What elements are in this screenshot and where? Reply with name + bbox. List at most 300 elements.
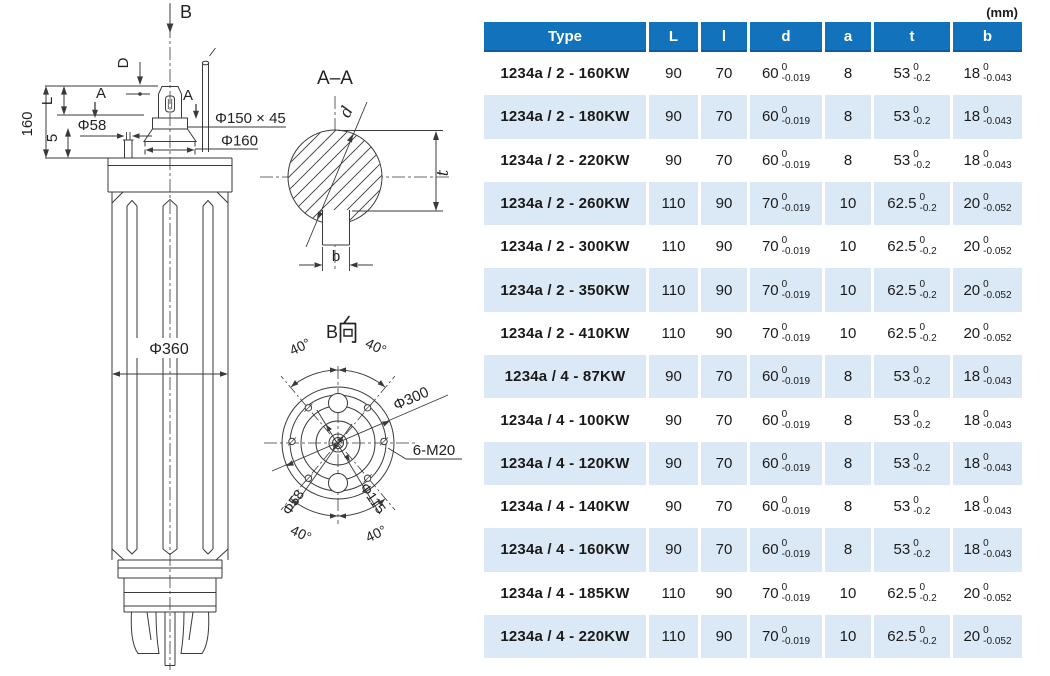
tolerance-nominal: 53 <box>893 108 911 126</box>
tolerance-upper: 0 <box>983 321 989 333</box>
tolerance-lower: -0.052 <box>983 332 1012 344</box>
tolerance-lower: -0.052 <box>983 636 1012 647</box>
value-cell: 110 <box>649 615 698 658</box>
value-cell: 90 <box>649 139 698 182</box>
tolerance-stack <box>983 366 1011 387</box>
tolerance-lower: -0.019 <box>781 73 811 85</box>
value-cell <box>953 355 1022 398</box>
table-row <box>484 442 1022 485</box>
table-row <box>484 225 1022 268</box>
value-cell: 90 <box>649 485 698 528</box>
tolerance-upper: 0 <box>781 581 788 593</box>
value-cell <box>953 312 1022 355</box>
value-cell <box>750 615 822 658</box>
value-cell <box>750 355 822 398</box>
tolerance-upper: 0 <box>781 105 788 117</box>
tolerance-stack <box>782 496 810 517</box>
tolerance-upper: 0 <box>919 278 926 290</box>
value-cell <box>953 572 1022 615</box>
type-cell: 1234a / 2 - 160KW <box>484 52 646 95</box>
tolerance-upper: 0 <box>983 581 989 593</box>
tolerance-lower: -0.019 <box>781 246 811 258</box>
cable-tube <box>202 48 215 152</box>
dim-phi300-label: Φ300 <box>390 383 432 415</box>
type-cell: 1234a / 4 - 160KW <box>484 528 646 571</box>
tolerance-upper: 0 <box>781 278 788 290</box>
tolerance-stack <box>913 453 930 474</box>
tolerance-nominal: 60 <box>761 411 779 429</box>
value-cell: 8 <box>825 485 871 528</box>
tolerance-nominal: 60 <box>761 498 779 516</box>
value-cell <box>953 268 1022 311</box>
tolerance-lower: -0.043 <box>983 462 1012 474</box>
tolerance-lower: -0.019 <box>781 592 811 604</box>
type-cell: 1234a / 4 - 100KW <box>484 398 646 441</box>
tolerance-nominal: 70 <box>761 584 779 602</box>
tolerance-upper: 0 <box>983 538 989 550</box>
value-cell <box>874 225 950 268</box>
value-cell: 90 <box>649 442 698 485</box>
tolerance-upper: 0 <box>781 148 788 160</box>
value-cell <box>750 95 822 138</box>
table-row <box>484 268 1022 311</box>
table-header <box>484 22 1022 52</box>
col-header-d: d <box>750 22 822 52</box>
tolerance-lower: -0.019 <box>781 419 811 431</box>
value-cell: 10 <box>825 312 871 355</box>
tolerance-nominal: 70 <box>761 195 779 213</box>
tolerance-stack <box>913 63 930 84</box>
value-cell <box>750 442 822 485</box>
tolerance-stack <box>919 583 936 604</box>
type-cell: 1234a / 4 - 220KW <box>484 615 646 658</box>
value-cell <box>953 398 1022 441</box>
tolerance-nominal: 18 <box>963 411 981 429</box>
tolerance-lower: -0.043 <box>983 419 1012 431</box>
tolerance-nominal: 53 <box>893 368 911 386</box>
dim-phi58-bview-label: Φ58 <box>278 486 308 518</box>
value-cell <box>874 615 950 658</box>
tolerance-stack <box>983 323 1011 344</box>
tolerance-stack <box>782 193 810 214</box>
dim-phi360-label: Φ360 <box>149 341 189 358</box>
type-cell: 1234a / 2 - 410KW <box>484 312 646 355</box>
tolerance-upper: 0 <box>913 451 919 463</box>
value-cell: 90 <box>701 572 747 615</box>
cable-hole-top <box>329 394 348 413</box>
value-cell: 70 <box>701 485 747 528</box>
value-cell: 70 <box>701 442 747 485</box>
tolerance-nominal: 18 <box>963 151 981 169</box>
value-cell: 110 <box>649 312 698 355</box>
tolerance-nominal: 70 <box>761 324 779 342</box>
tolerance-nominal: 60 <box>761 108 779 126</box>
tolerance-stack <box>919 236 936 257</box>
dim-t-label: t <box>433 169 452 177</box>
value-cell <box>750 485 822 528</box>
tolerance-upper: 0 <box>983 278 989 290</box>
tolerance-upper: 0 <box>781 538 788 550</box>
tolerance-nominal: 60 <box>761 454 779 472</box>
tolerance-stack <box>913 150 930 171</box>
tolerance-nominal: 60 <box>761 368 779 386</box>
value-cell <box>874 398 950 441</box>
tolerance-lower: -0.019 <box>781 376 811 388</box>
tolerance-lower: -0.043 <box>983 73 1012 85</box>
tolerance-stack <box>782 63 810 84</box>
angle-top-right-label: 40° <box>363 334 390 359</box>
tolerance-lower: -0.043 <box>983 549 1012 561</box>
tolerance-stack <box>782 539 810 560</box>
tolerance-lower: -0.019 <box>781 289 811 301</box>
value-cell <box>953 52 1022 95</box>
value-cell: 90 <box>649 355 698 398</box>
tolerance-upper: 0 <box>919 625 926 636</box>
tolerance-upper: 0 <box>781 451 788 463</box>
value-cell: 8 <box>825 398 871 441</box>
table-row <box>484 355 1022 398</box>
value-cell <box>874 528 950 571</box>
value-cell <box>953 485 1022 528</box>
value-cell: 8 <box>825 139 871 182</box>
motor-front-view <box>19 2 286 670</box>
tolerance-stack <box>983 539 1011 560</box>
value-cell: 8 <box>825 95 871 138</box>
section-cut-arrows <box>92 102 199 119</box>
value-cell <box>874 182 950 225</box>
tolerance-nominal: 53 <box>893 454 911 472</box>
value-cell: 8 <box>825 52 871 95</box>
type-cell: 1234a / 2 - 220KW <box>484 139 646 182</box>
tolerance-nominal: 53 <box>893 65 911 83</box>
tolerance-lower: -0.019 <box>781 203 811 215</box>
tolerance-stack <box>782 453 810 474</box>
table-row <box>484 182 1022 225</box>
dim-phi160-label: Φ160 <box>221 132 258 150</box>
value-cell: 90 <box>649 52 698 95</box>
tolerance-lower: -0.2 <box>913 506 931 518</box>
dim-phi58-label: Φ58 <box>77 117 107 134</box>
value-cell: 10 <box>825 182 871 225</box>
value-cell: 8 <box>825 355 871 398</box>
tolerance-nominal: 70 <box>761 238 779 256</box>
value-cell: 10 <box>825 615 871 658</box>
tolerance-upper: 0 <box>781 62 788 74</box>
tolerance-upper: 0 <box>781 235 788 247</box>
table-row <box>484 528 1022 571</box>
tolerance-upper: 0 <box>913 538 919 550</box>
tolerance-stack <box>983 626 1011 647</box>
tolerance-upper: 0 <box>781 495 788 507</box>
value-cell: 90 <box>649 95 698 138</box>
value-cell: 90 <box>649 528 698 571</box>
tolerance-upper: 0 <box>913 62 919 74</box>
value-cell: 70 <box>701 398 747 441</box>
tolerance-lower: -0.2 <box>913 549 931 561</box>
xiang-direction-glyph <box>341 317 356 343</box>
dim-phi115-label: Φ115 <box>356 479 390 517</box>
tolerance-nominal: 62.5 <box>887 238 917 256</box>
tolerance-lower: -0.019 <box>781 506 811 518</box>
tolerance-stack <box>983 106 1011 127</box>
tolerance-stack <box>983 150 1011 171</box>
angle-top-left-label: 40° <box>286 334 313 359</box>
tolerance-lower: -0.2 <box>913 116 931 128</box>
value-cell: 10 <box>825 268 871 311</box>
table-row <box>484 52 1022 95</box>
value-cell: 70 <box>701 355 747 398</box>
table-row <box>484 572 1022 615</box>
tolerance-upper: 0 <box>983 365 989 377</box>
value-cell <box>750 398 822 441</box>
tolerance-upper: 0 <box>983 495 989 507</box>
value-cell: 90 <box>701 225 747 268</box>
tolerance-lower: -0.019 <box>781 636 811 647</box>
value-cell: 90 <box>701 312 747 355</box>
value-cell <box>953 442 1022 485</box>
tolerance-stack <box>782 150 810 171</box>
tolerance-nominal: 18 <box>963 498 981 516</box>
value-cell <box>750 528 822 571</box>
tolerance-upper: 0 <box>913 365 919 377</box>
value-cell <box>874 442 950 485</box>
tolerance-upper: 0 <box>983 451 989 463</box>
value-cell: 90 <box>701 268 747 311</box>
value-cell <box>953 139 1022 182</box>
value-cell: 110 <box>649 182 698 225</box>
terminal-stud <box>123 132 134 158</box>
tolerance-upper: 0 <box>983 235 989 247</box>
value-cell <box>874 95 950 138</box>
value-cell <box>750 572 822 615</box>
col-header-a: a <box>825 22 871 52</box>
tolerance-lower: -0.2 <box>919 592 937 604</box>
value-cell <box>953 182 1022 225</box>
value-cell: 90 <box>701 615 747 658</box>
tolerance-upper: 0 <box>983 62 989 74</box>
value-cell: 10 <box>825 572 871 615</box>
tolerance-stack <box>919 626 936 647</box>
tolerance-nominal: 18 <box>963 65 981 83</box>
value-cell <box>750 52 822 95</box>
tolerance-lower: -0.019 <box>781 462 811 474</box>
dim-b-label: b <box>331 248 341 265</box>
dim-160-label: 160 <box>19 111 36 137</box>
unit-label: (mm) <box>986 5 1018 20</box>
tolerance-lower: -0.2 <box>913 73 931 85</box>
tolerance-stack <box>913 106 930 127</box>
tolerance-stack <box>782 366 810 387</box>
tolerance-upper: 0 <box>983 408 989 420</box>
tolerance-nominal: 20 <box>963 195 981 213</box>
tolerance-nominal: 62.5 <box>887 281 917 299</box>
tolerance-stack <box>782 280 810 301</box>
tolerance-nominal: 18 <box>963 541 981 559</box>
tolerance-lower: -0.2 <box>919 203 937 215</box>
tolerance-lower: -0.052 <box>983 246 1012 258</box>
bolt-callout-label: 6-M20 <box>412 442 456 459</box>
tolerance-stack <box>782 583 810 604</box>
value-cell: 110 <box>649 268 698 311</box>
tolerance-lower: -0.019 <box>781 116 811 128</box>
tolerance-stack <box>782 323 810 344</box>
value-cell <box>750 268 822 311</box>
tolerance-nominal: 70 <box>761 628 779 645</box>
tolerance-nominal: 18 <box>963 454 981 472</box>
tolerance-nominal: 70 <box>761 281 779 299</box>
section-a-right-label: A <box>183 87 194 104</box>
value-cell <box>750 182 822 225</box>
tolerance-nominal: 62.5 <box>887 324 917 342</box>
tolerance-stack <box>913 539 930 560</box>
tolerance-stack <box>782 626 810 647</box>
tolerance-upper: 0 <box>781 408 788 420</box>
tolerance-upper: 0 <box>913 148 919 160</box>
tolerance-upper: 0 <box>919 192 926 204</box>
tolerance-upper: 0 <box>983 148 989 160</box>
tolerance-upper: 0 <box>919 321 926 333</box>
tolerance-lower: -0.019 <box>781 549 811 561</box>
table-row <box>484 95 1022 138</box>
value-cell <box>874 572 950 615</box>
tolerance-stack <box>983 410 1011 431</box>
tolerance-lower: -0.2 <box>919 636 937 647</box>
value-cell: 110 <box>649 572 698 615</box>
tolerance-stack <box>913 366 930 387</box>
dim-d-label: d <box>335 103 357 121</box>
col-header-type: Type <box>484 22 646 52</box>
tolerance-upper: 0 <box>913 408 919 420</box>
tolerance-stack <box>913 496 930 517</box>
tolerance-nominal: 20 <box>963 584 981 602</box>
type-cell: 1234a / 4 - 87KW <box>484 355 646 398</box>
tolerance-nominal: 60 <box>761 65 779 83</box>
type-cell: 1234a / 4 - 140KW <box>484 485 646 528</box>
tolerance-stack <box>983 280 1011 301</box>
tolerance-stack <box>983 453 1011 474</box>
value-cell: 70 <box>701 52 747 95</box>
tolerance-upper: 0 <box>983 625 989 636</box>
tolerance-upper: 0 <box>983 105 989 117</box>
spec-table-body <box>484 52 1022 658</box>
value-cell <box>874 312 950 355</box>
tolerance-stack <box>983 236 1011 257</box>
value-cell <box>953 615 1022 658</box>
tolerance-nominal: 60 <box>761 541 779 559</box>
tolerance-stack <box>983 583 1011 604</box>
type-cell: 1234a / 2 - 180KW <box>484 95 646 138</box>
tolerance-upper: 0 <box>913 105 919 117</box>
tolerance-nominal: 18 <box>963 108 981 126</box>
tolerance-stack <box>919 323 936 344</box>
dim-5-label: 5 <box>44 133 61 143</box>
tolerance-stack <box>782 106 810 127</box>
tolerance-stack <box>983 193 1011 214</box>
value-cell <box>750 139 822 182</box>
tolerance-lower: -0.2 <box>919 289 937 301</box>
tolerance-lower: -0.052 <box>983 289 1012 301</box>
tolerance-nominal: 20 <box>963 238 981 256</box>
type-cell: 1234a / 2 - 350KW <box>484 268 646 311</box>
tolerance-stack <box>913 410 930 431</box>
tolerance-nominal: 53 <box>893 151 911 169</box>
table-row <box>484 615 1022 658</box>
tolerance-lower: -0.043 <box>983 506 1012 518</box>
col-header-t: t <box>874 22 950 52</box>
tolerance-upper: 0 <box>781 321 788 333</box>
tolerance-upper: 0 <box>983 192 989 204</box>
tolerance-lower: -0.043 <box>983 376 1012 388</box>
value-cell <box>953 225 1022 268</box>
angle-bottom-left-label: 40° <box>288 521 315 546</box>
tolerance-nominal: 60 <box>761 151 779 169</box>
value-cell <box>750 225 822 268</box>
tolerance-upper: 0 <box>781 625 788 636</box>
tolerance-nominal: 62.5 <box>887 195 917 213</box>
value-cell: 110 <box>649 225 698 268</box>
table-row <box>484 398 1022 441</box>
section-aa-view <box>200 68 473 272</box>
tolerance-lower: -0.019 <box>781 159 811 171</box>
view-b-arrow-label: B <box>180 2 193 22</box>
tolerance-lower: -0.2 <box>913 376 931 388</box>
value-cell <box>874 355 950 398</box>
type-cell: 1234a / 4 - 120KW <box>484 442 646 485</box>
view-b-title-latin: B <box>326 322 339 342</box>
tolerance-upper: 0 <box>781 365 788 377</box>
tolerance-lower: -0.2 <box>913 159 931 171</box>
tolerance-stack <box>983 63 1011 84</box>
tolerance-lower: -0.2 <box>919 246 937 258</box>
tolerance-lower: -0.2 <box>919 332 937 344</box>
value-cell <box>953 95 1022 138</box>
tolerance-nominal: 53 <box>893 411 911 429</box>
tolerance-lower: -0.019 <box>781 332 811 344</box>
value-cell: 8 <box>825 528 871 571</box>
section-aa-title: A–A <box>317 68 353 89</box>
dim-L-label: L <box>39 96 56 106</box>
value-cell: 10 <box>825 225 871 268</box>
value-cell <box>874 139 950 182</box>
col-header-L: L <box>649 22 698 52</box>
spec-table-panel <box>484 1 1022 658</box>
tolerance-stack <box>983 496 1011 517</box>
value-cell <box>874 485 950 528</box>
angle-bottom-right-label: 40° <box>362 521 389 546</box>
tolerance-stack <box>919 280 936 301</box>
tolerance-upper: 0 <box>919 235 926 247</box>
tolerance-nominal: 53 <box>893 541 911 559</box>
value-cell <box>874 268 950 311</box>
tolerance-nominal: 20 <box>963 281 981 299</box>
value-cell: 90 <box>649 398 698 441</box>
tolerance-upper: 0 <box>781 192 788 204</box>
view-b-arrowhead <box>167 24 174 34</box>
value-cell <box>750 312 822 355</box>
tolerance-stack <box>782 236 810 257</box>
value-cell <box>953 528 1022 571</box>
value-cell: 70 <box>701 95 747 138</box>
tolerance-nominal: 20 <box>963 324 981 342</box>
technical-drawing <box>0 0 480 676</box>
tolerance-stack <box>782 410 810 431</box>
tolerance-nominal: 53 <box>893 498 911 516</box>
tolerance-nominal: 62.5 <box>887 584 917 602</box>
tolerance-upper: 0 <box>919 581 926 593</box>
view-b-flange <box>264 317 462 546</box>
col-header-l: l <box>701 22 747 52</box>
col-header-b: b <box>953 22 1022 52</box>
